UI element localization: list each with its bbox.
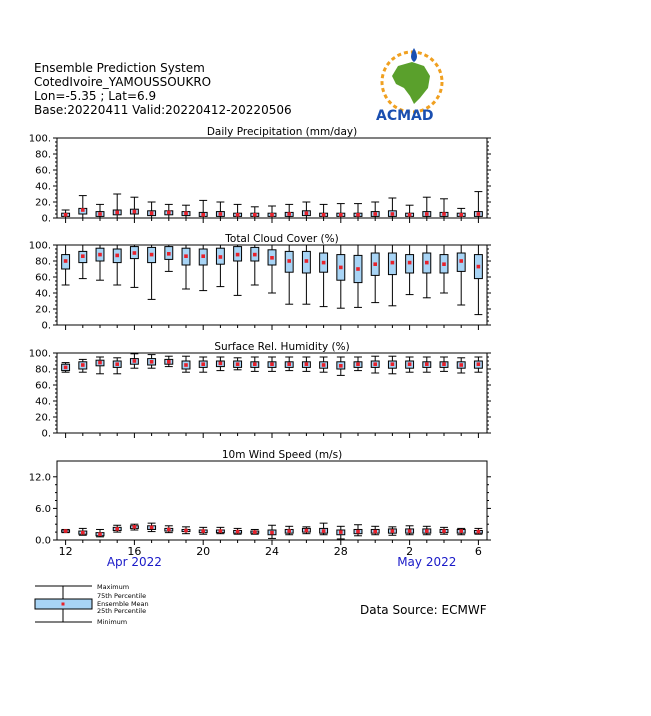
box-day-27	[320, 523, 328, 535]
box-day-29	[354, 204, 362, 218]
box-day-1	[388, 245, 396, 306]
mean-marker	[322, 529, 326, 533]
box-day-15	[113, 358, 121, 374]
y-tick-label: 60.	[35, 380, 51, 392]
mean-marker	[64, 259, 68, 263]
mean-marker	[391, 362, 395, 366]
box-day-26	[302, 527, 310, 534]
mean-marker	[356, 362, 360, 366]
box-day-16	[130, 197, 138, 218]
mean-marker	[356, 213, 360, 217]
box-day-23	[251, 207, 259, 218]
header-line-3: Lon=-5.35 ; Lat=6.9	[34, 89, 157, 103]
y-tick-label: 100.	[28, 133, 51, 145]
data-source: Data Source: ECMWF	[360, 603, 487, 617]
box-day-12	[62, 363, 70, 373]
mean-marker	[236, 530, 240, 534]
mean-marker	[133, 210, 137, 214]
mean-marker	[373, 262, 377, 266]
box-day-4	[440, 357, 448, 371]
mean-marker	[305, 259, 309, 263]
y-tick-label: 20.	[35, 197, 51, 209]
mean-marker	[236, 362, 240, 366]
mean-marker	[270, 362, 274, 366]
mean-marker	[339, 213, 343, 217]
y-tick-label: 40.	[35, 288, 51, 300]
mean-marker	[425, 362, 429, 366]
box-day-2	[406, 357, 414, 372]
mean-marker	[64, 529, 68, 533]
legend-75th: 75th Percentile	[97, 592, 147, 600]
mean-marker	[408, 529, 412, 533]
box-day-24	[268, 206, 276, 218]
y-tick-label: 20.	[35, 304, 51, 316]
mean-marker	[442, 362, 446, 366]
mean-marker	[287, 362, 291, 366]
legend-maximum: Maximum	[97, 583, 130, 591]
mean-marker	[459, 363, 463, 367]
box-day-27	[320, 245, 328, 307]
box-day-30	[371, 526, 379, 534]
mean-marker	[339, 266, 343, 270]
box-day-13	[79, 196, 87, 218]
box-day-1	[388, 356, 396, 374]
month-label-may: May 2022	[397, 555, 457, 569]
mean-marker	[270, 256, 274, 260]
box-day-24	[268, 357, 276, 371]
mean-marker	[270, 531, 274, 535]
mean-marker	[184, 254, 188, 258]
mean-marker	[356, 530, 360, 534]
box-day-30	[371, 202, 379, 218]
mean-marker	[339, 364, 343, 368]
box-day-2	[406, 205, 414, 218]
box-day-27	[320, 357, 328, 372]
legend-mean: Ensemble Mean	[97, 600, 149, 608]
x-tick-label: 16	[127, 545, 142, 558]
mean-marker	[98, 532, 102, 536]
box-day-22	[234, 204, 242, 218]
box-day-4	[440, 527, 448, 534]
box-day-2	[406, 245, 414, 295]
box-day-26	[302, 357, 310, 371]
mean-marker	[477, 530, 481, 534]
mean-marker	[339, 530, 343, 534]
mean-marker	[477, 212, 481, 216]
mean-marker	[115, 211, 119, 215]
y-tick-label: 60.	[35, 165, 51, 177]
box-day-3	[423, 526, 431, 534]
mean-marker	[167, 252, 171, 256]
x-tick-label: 12	[58, 545, 73, 558]
box-day-20	[199, 357, 207, 372]
legend	[35, 583, 149, 626]
box-day-5	[457, 358, 465, 373]
mean-marker	[408, 213, 412, 217]
box-day-13	[79, 245, 87, 279]
y-tick-label: 100.	[28, 348, 51, 360]
chart-panels	[29, 126, 491, 558]
mean-marker	[459, 213, 463, 217]
box-day-30	[371, 356, 379, 373]
mean-marker	[442, 212, 446, 216]
mean-marker	[253, 362, 257, 366]
box-day-3	[423, 197, 431, 218]
mean-marker	[305, 529, 309, 533]
box-day-14	[96, 204, 104, 218]
mean-marker	[64, 213, 68, 217]
mean-marker	[167, 211, 171, 215]
box-day-13	[79, 359, 87, 372]
africa-map-drop-logo-icon	[376, 48, 442, 124]
box-day-3	[423, 245, 431, 298]
box-day-28	[337, 245, 345, 308]
legend-25th: 25th Percentile	[97, 607, 147, 615]
box-day-12	[62, 210, 70, 218]
box-day-12	[62, 529, 70, 533]
mean-marker	[150, 211, 154, 215]
box-day-16	[130, 354, 138, 368]
x-tick-label: 24	[265, 545, 279, 558]
box-day-28	[337, 357, 345, 375]
header-line-1: Ensemble Prediction System	[34, 61, 205, 75]
box-day-15	[113, 525, 121, 532]
panel-0	[29, 126, 491, 225]
box-day-29	[354, 525, 362, 536]
mean-marker	[81, 363, 85, 367]
box-day-16	[130, 245, 138, 287]
mean-marker	[287, 212, 291, 216]
mean-marker	[201, 362, 205, 366]
panel-2	[29, 341, 491, 440]
box-day-5	[457, 245, 465, 305]
mean-marker	[81, 254, 85, 258]
box-day-15	[113, 245, 121, 285]
box-day-29	[354, 245, 362, 307]
box-day-23	[251, 357, 259, 371]
box-day-30	[371, 245, 379, 303]
y-tick-label: 20.	[35, 412, 51, 424]
header-line-2: CotedIvoire_YAMOUSSOUKRO	[34, 75, 212, 89]
mean-marker	[391, 212, 395, 216]
mean-marker	[133, 359, 137, 363]
y-tick-label: 12.0	[28, 472, 51, 484]
box-day-19	[182, 356, 190, 372]
mean-marker	[408, 261, 412, 265]
mean-marker	[442, 529, 446, 533]
box-day-21	[216, 245, 224, 287]
box-day-14	[96, 245, 104, 280]
mean-marker	[98, 212, 102, 216]
box-day-18	[165, 356, 173, 366]
mean-marker	[322, 261, 326, 265]
box-day-14	[96, 529, 104, 536]
mean-marker	[201, 254, 205, 258]
box-day-6	[474, 528, 482, 534]
mean-marker	[64, 366, 68, 370]
mean-marker	[425, 261, 429, 265]
box-day-13	[79, 528, 87, 535]
box-day-6	[474, 357, 482, 372]
mean-marker	[373, 530, 377, 534]
mean-marker	[270, 213, 274, 217]
box-day-17	[148, 245, 156, 299]
box-day-19	[182, 205, 190, 218]
box-day-4	[440, 199, 448, 218]
mean-marker	[305, 362, 309, 366]
mean-marker	[373, 362, 377, 366]
box-day-4	[440, 245, 448, 293]
logo-text: ACMAD	[376, 108, 434, 124]
legend-minimum: Minimum	[97, 618, 128, 626]
mean-marker	[373, 212, 377, 216]
box-day-28	[337, 526, 345, 539]
box-day-22	[234, 245, 242, 295]
mean-marker	[219, 529, 223, 533]
y-tick-label: 80.	[35, 256, 51, 268]
box-day-21	[216, 202, 224, 218]
mean-marker	[81, 531, 85, 535]
box-day-20	[199, 245, 207, 291]
panel-title: 10m Wind Speed (m/s)	[221, 449, 343, 461]
box-day-20	[199, 527, 207, 534]
mean-marker	[133, 251, 137, 255]
box-day-19	[182, 527, 190, 534]
box-day-2	[406, 526, 414, 535]
header-line-4: Base:20220411 Valid:20220412-20220506	[34, 103, 292, 117]
mean-marker	[236, 253, 240, 257]
box-day-22	[234, 528, 242, 534]
box-day-1	[388, 198, 396, 218]
mean-marker	[236, 213, 240, 217]
mean-marker	[150, 360, 154, 364]
mean-marker	[391, 529, 395, 533]
mean-marker	[459, 259, 463, 263]
box-day-1	[388, 527, 396, 535]
y-tick-label: 40.	[35, 396, 51, 408]
box-day-24	[268, 245, 276, 293]
y-tick-label: 6.0	[35, 503, 51, 515]
mean-marker	[425, 212, 429, 216]
box-day-25	[285, 204, 293, 218]
box-day-20	[199, 200, 207, 218]
mean-marker	[115, 527, 119, 531]
mean-marker	[115, 254, 119, 258]
box-day-25	[285, 526, 293, 534]
box-day-22	[234, 358, 242, 370]
box-day-23	[251, 245, 259, 285]
mean-marker	[184, 363, 188, 367]
mean-marker	[408, 362, 412, 366]
box-day-17	[148, 355, 156, 369]
mean-marker	[391, 261, 395, 265]
mean-marker	[81, 208, 85, 212]
mean-marker	[219, 255, 223, 259]
y-tick-label: 80.	[35, 364, 51, 376]
mean-marker	[287, 529, 291, 533]
mean-marker	[356, 267, 360, 271]
box-day-26	[302, 202, 310, 218]
mean-marker	[133, 525, 137, 529]
box-day-21	[216, 357, 224, 371]
mean-marker	[459, 529, 463, 533]
panel-3	[29, 449, 491, 558]
box-day-5	[457, 528, 465, 534]
box-day-18	[165, 526, 173, 533]
box-day-15	[113, 194, 121, 218]
mean-marker	[201, 529, 205, 533]
box-day-25	[285, 357, 293, 371]
box-day-24	[268, 525, 276, 538]
y-tick-label: 100.	[28, 240, 51, 252]
mean-marker	[219, 362, 223, 366]
box-day-23	[251, 529, 259, 534]
y-tick-label: 80.	[35, 149, 51, 161]
box-day-6	[474, 245, 482, 315]
box-day-14	[96, 357, 104, 374]
x-tick-label: 6	[474, 545, 482, 558]
panel-title: Daily Precipitation (mm/day)	[206, 126, 358, 138]
box-day-17	[148, 202, 156, 218]
mean-marker	[322, 363, 326, 367]
mean-marker	[98, 361, 102, 365]
mean-marker	[253, 253, 257, 257]
box-day-18	[165, 204, 173, 218]
y-tick-label: 0.0	[35, 535, 51, 547]
box-day-3	[423, 357, 431, 372]
mean-marker	[253, 213, 257, 217]
x-tick-label: 28	[333, 545, 348, 558]
box-day-18	[165, 245, 173, 271]
y-tick-label: 0.	[41, 320, 51, 332]
box-day-5	[457, 208, 465, 218]
box-day-28	[337, 204, 345, 218]
month-label-apr: Apr 2022	[106, 555, 162, 569]
mean-marker	[201, 213, 205, 217]
panel-title: Surface Rel. Humidity (%)	[214, 341, 350, 353]
mean-marker	[219, 212, 223, 216]
box-day-25	[285, 245, 293, 304]
mean-marker	[150, 526, 154, 530]
mean-marker	[167, 360, 171, 364]
mean-marker	[115, 362, 119, 366]
panel-1	[29, 233, 491, 332]
y-tick-label: 60.	[35, 272, 51, 284]
mean-marker	[253, 530, 257, 534]
box-day-17	[148, 523, 156, 531]
x-tick-label: 20	[196, 545, 211, 558]
mean-marker	[184, 529, 188, 533]
box-day-19	[182, 245, 190, 289]
box-day-16	[130, 524, 138, 530]
mean-marker	[287, 259, 291, 263]
panel-title: Total Cloud Cover (%)	[225, 233, 339, 245]
y-tick-label: 0.	[41, 428, 51, 440]
y-tick-label: 0.	[41, 213, 51, 225]
mean-marker	[442, 262, 446, 266]
mean-marker	[477, 265, 481, 269]
mean-marker	[305, 211, 309, 215]
box-day-29	[354, 357, 362, 371]
mean-marker	[425, 529, 429, 533]
box-day-21	[216, 527, 224, 533]
mean-marker	[150, 253, 154, 257]
legend-mean-marker	[62, 603, 65, 606]
mean-marker	[184, 211, 188, 215]
x-tick-label: 2	[406, 545, 414, 558]
box-day-26	[302, 245, 310, 304]
box-day-12	[62, 245, 70, 285]
mean-marker	[167, 528, 171, 532]
box-day-27	[320, 204, 328, 218]
y-tick-label: 40.	[35, 181, 51, 193]
box-day-6	[474, 192, 482, 218]
mean-marker	[477, 362, 481, 366]
mean-marker	[98, 253, 102, 257]
mean-marker	[322, 213, 326, 217]
